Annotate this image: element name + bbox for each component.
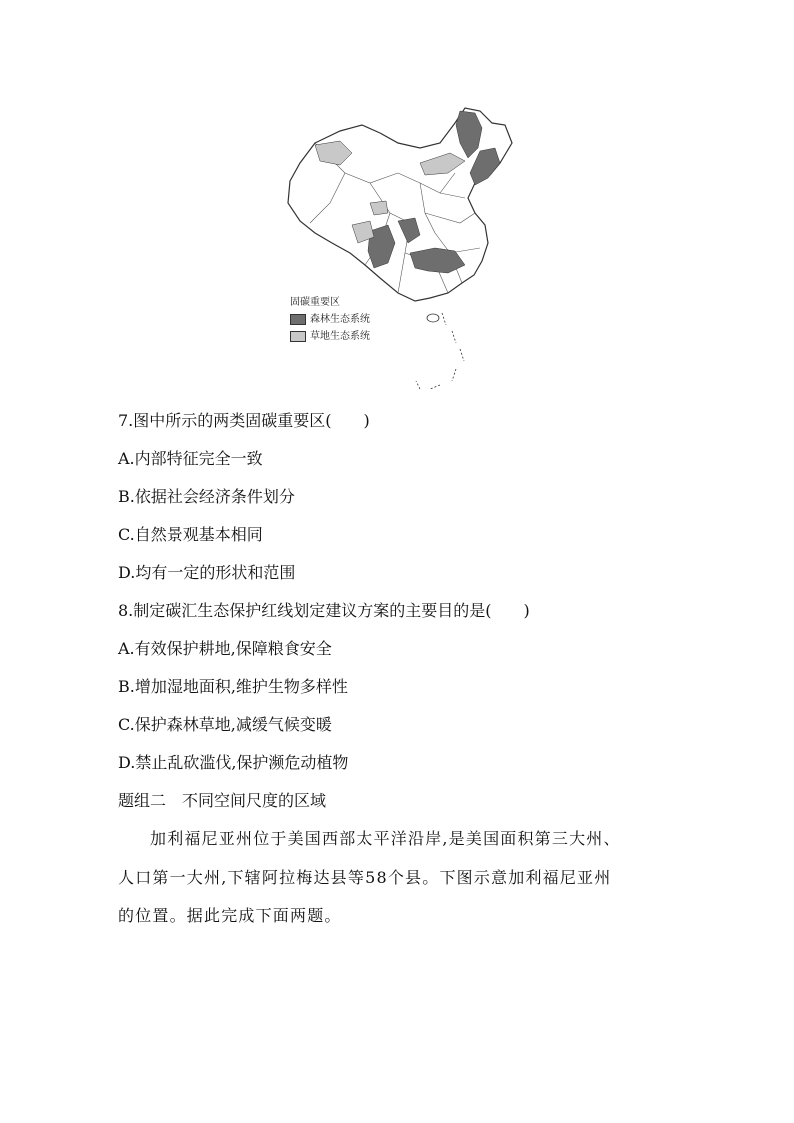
question-8-option-b: B.增加湿地面积,维护生物多样性 bbox=[118, 677, 348, 696]
question-7-option-a: A.内部特征完全一致 bbox=[118, 449, 263, 468]
legend-label-forest: 森林生态系统 bbox=[310, 314, 370, 325]
paragraph-line-3: 的位置。据此完成下面两题。 bbox=[118, 906, 342, 925]
question-7-option-d: D.均有一定的形状和范围 bbox=[118, 563, 296, 582]
question-7-option-c: C.自然景观基本相同 bbox=[118, 525, 263, 544]
question-8-option-d: D.禁止乱砍滥伐,保护濒危动植物 bbox=[118, 753, 349, 772]
hainan-island bbox=[427, 314, 439, 322]
section-heading bbox=[118, 791, 326, 811]
forest-swatch bbox=[290, 314, 306, 325]
south-sea-dashes bbox=[416, 313, 464, 389]
question-8-option-a: A.有效保护耕地,保障粮食安全 bbox=[118, 639, 332, 658]
map-legend bbox=[290, 294, 370, 345]
paragraph-line-2: 人口第一大州,下辖阿拉梅达县等58个县。下图示意加利福尼亚州 bbox=[118, 868, 612, 887]
legend-item-forest bbox=[290, 311, 370, 328]
china-carbon-map bbox=[270, 103, 526, 393]
question-8-option-c: C.保护森林草地,减缓气候变暖 bbox=[118, 715, 332, 734]
question-8-stem: 8.制定碳汇生态保护红线划定建议方案的主要目的是( ) bbox=[118, 601, 530, 620]
section-title: 不同空间尺度的区域 bbox=[182, 791, 327, 810]
legend-label-grass: 草地生态系统 bbox=[310, 331, 370, 342]
question-7-option-b: B.依据社会经济条件划分 bbox=[118, 487, 295, 506]
china-map-svg bbox=[270, 103, 526, 393]
grass-swatch bbox=[290, 331, 306, 342]
legend-title: 固碳重要区 bbox=[290, 297, 340, 308]
legend-item-grass bbox=[290, 328, 370, 345]
section-label: 题组二 bbox=[118, 791, 167, 810]
question-7-stem: 7.图中所示的两类固碳重要区( ) bbox=[118, 411, 370, 430]
paragraph-line-1: 加利福尼亚州位于美国西部太平洋沿岸,是美国面积第三大州、 bbox=[150, 829, 621, 848]
